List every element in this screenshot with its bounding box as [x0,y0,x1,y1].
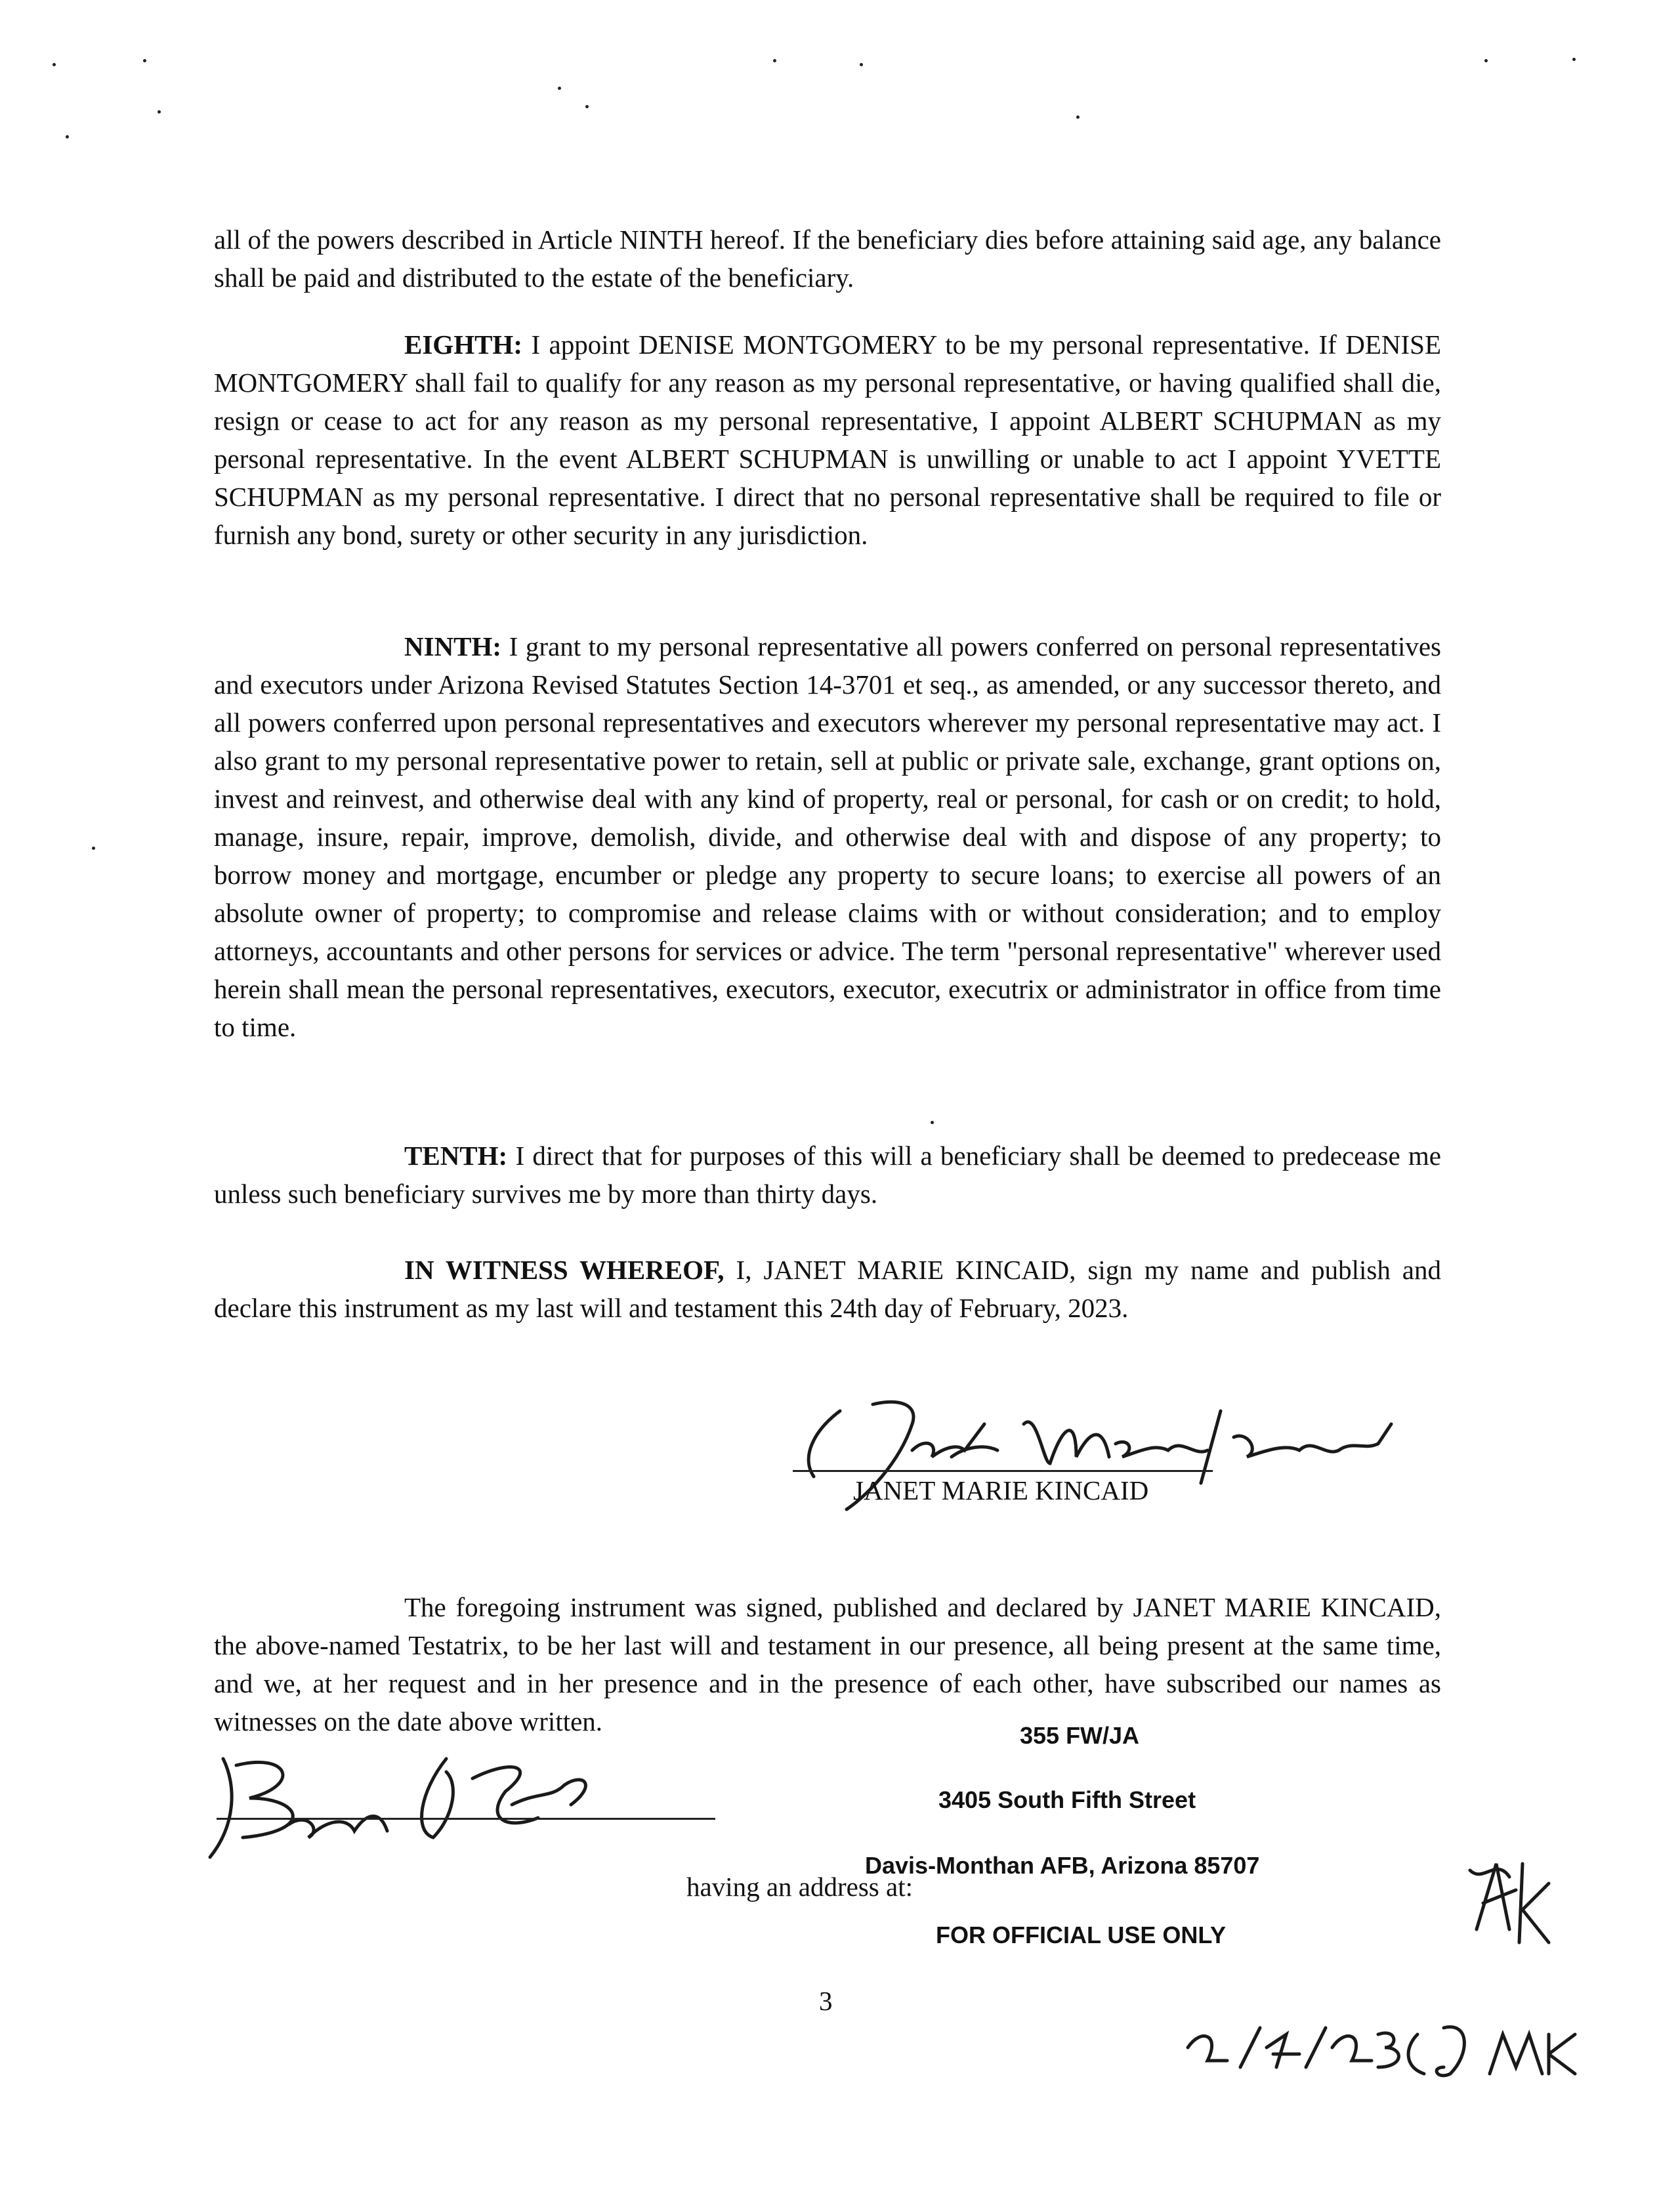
address-label: having an address at: [686,1872,913,1902]
scan-speck [1076,116,1080,119]
scan-speck [1572,58,1576,61]
handwritten-date-initials [1181,2008,1588,2093]
stamp-line-fouo: FOR OFFICIAL USE ONLY [936,1922,1227,1948]
article-tenth [214,1137,1441,1213]
eighth-heading: EIGHTH: [404,329,522,360]
continuation-text: all of the powers described in Article NINTH hereof. If the beneficiary dies before attaining said age, any balance shall be paid and distributed to the estate of the beneficiary. [214,224,1441,293]
page-number: 3 [819,1986,833,2016]
testatrix-name: JANET MARIE KINCAID [853,1475,1149,1505]
witness-signature [197,1746,735,1864]
stamp-line-city: Davis-Monthan AFB, Arizona 85707 [865,1852,1260,1879]
ninth-text: I grant to my personal representative all powers conferred on personal representatives and executors under Arizona Revised Statutes Section 14-3701 et seq., as amended, or any successor thereto, and all powers conferred upon personal representatives and executors wherever my personal representative may act. I also grant to my personal representative power to retain, sell at public or private sale, exchange, grant options on, invest and reinvest, and otherwise deal with any kind of property, real or personal, for cash or on credit; to hold, manage, insure, repair, improve, demolish, divide, and otherwise deal with and dispose of any property; to borrow money and mortgage, encumber or pledge any property to secure loans; to exercise all powers of an absolute owner of property; to compromise and release claims with or without consideration; and to employ attorneys, accountants and other persons for services or advice. The term "personal representative" wherever used herein shall mean the personal representatives, executors, executor, executrix or administrator in office from time to time. [214,631,1441,1042]
article-ninth [214,627,1441,1046]
attestation-clause [214,1588,1441,1740]
continuation-paragraph [214,220,1441,297]
scan-speck [773,59,776,62]
witness-heading: IN WITNESS WHEREOF, [404,1255,724,1285]
eighth-text: I appoint DENISE MONTGOMERY to be my personal representative. If DENISE MONTGOMERY shall fail to qualify for any reason as my personal representative, or having qualified shall die, resign or cease to act for any reason as my personal representative, I appoint ALBERT SCHUPMAN as my personal representative. In the event ALBERT SCHUPMAN is unwilling or unable to act I appoint YVETTE SCHUPMAN as my personal representative. I direct that no personal representative shall be required to file or furnish any bond, surety or other security in any jurisdiction. [214,329,1442,550]
attestation-text: The foregoing instrument was signed, published and declared by JANET MARIE KINCAID, the above-named Testatrix, to be her last will and testament in our presence, all being present at the same time, and we, at her request and in her presence and in the presence of each other, have subscribed our names as witnesses on the date above written. [214,1592,1441,1736]
scan-speck [1484,59,1488,62]
scan-speck [143,59,146,62]
tenth-heading: TENTH: [404,1141,508,1171]
scan-speck [558,87,561,90]
tenth-text: I direct that for purposes of this will a beneficiary shall be deemed to predecease me unless such beneficiary survives me by more than thirty days. [214,1141,1441,1209]
witness-clause [214,1251,1441,1327]
scan-speck [66,135,69,138]
scan-speck [585,105,589,108]
witness-signature-line [217,1818,715,1820]
article-eighth [214,326,1441,554]
scan-speck [52,63,56,66]
scan-speck [158,110,161,114]
corner-initials-signature [1457,1851,1575,1956]
witness-text: I, JANET MARIE KINCAID, sign my name and publish and declare this instrument as my last will and testament this 24th day of February, 2023. [214,1255,1442,1323]
ninth-heading: NINTH: [404,631,502,662]
stamp-line-street: 3405 South Fifth Street [938,1786,1196,1813]
scan-speck [931,1121,934,1124]
stamp-line-unit: 355 FW/JA [1020,1722,1140,1749]
scan-speck [92,847,95,850]
scan-speck [860,63,863,66]
